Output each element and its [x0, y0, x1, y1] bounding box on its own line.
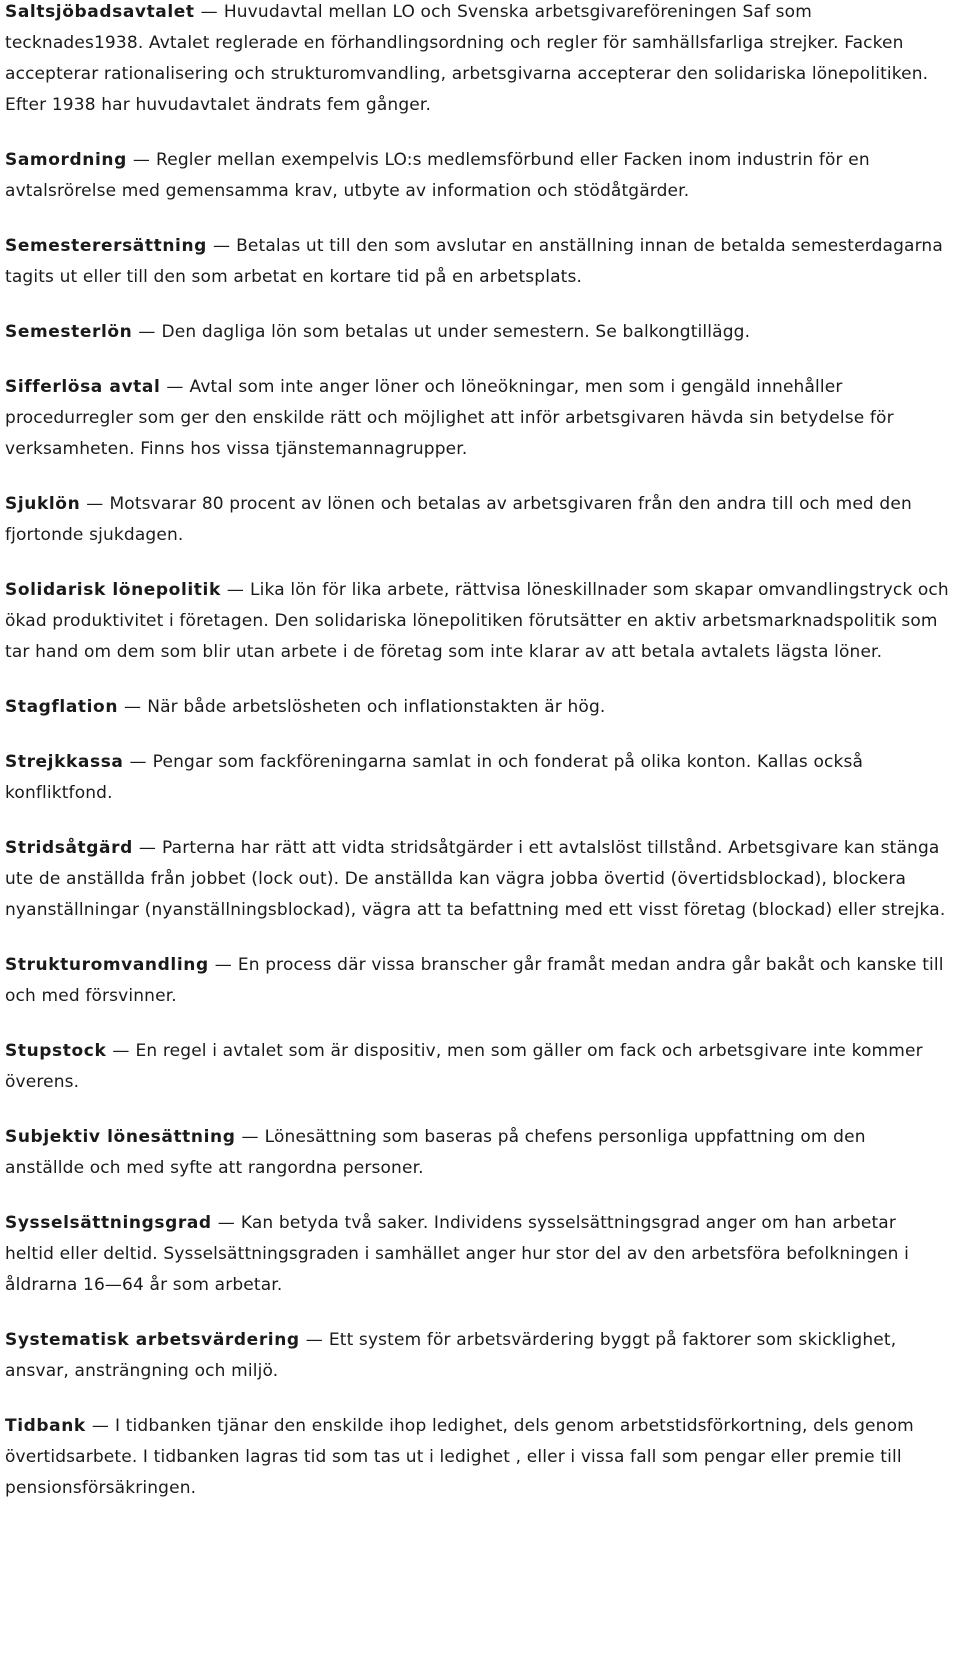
- glossary-entry-saltsjobadsavtalet: [5, 0, 950, 121]
- term-dash: —: [200, 2, 218, 22]
- glossary-definition: En regel i avtalet som är dispositiv, men som gäller om fack och arbetsgivare inte kommer överens.: [5, 1041, 923, 1092]
- glossary-term: Semesterlön: [5, 322, 133, 342]
- glossary-definition: I tidbanken tjänar den enskilde ihop ledighet, dels genom arbetstidsförkortning, dels genom övertidsarbete. I tidbanken lagras tid som tas ut i ledighet , eller i vissa fall som pengar eller premie till pensionsförsäkringen.: [5, 1416, 914, 1498]
- glossary-entry-semesterlon: [5, 317, 950, 348]
- glossary-entry-semesterersattning: [5, 231, 950, 293]
- term-dash: —: [124, 697, 142, 717]
- glossary-page: [5, 0, 950, 1504]
- glossary-term: Stagflation: [5, 697, 119, 717]
- glossary-entry-samordning: [5, 145, 950, 207]
- glossary-definition: Parterna har rätt att vidta stridsåtgärder i ett avtalslöst tillstånd. Arbetsgivare kan stänga ute de anställda från jobbet (lock out). De anställda kan vägra jobba övertid (övertidsblockad), blockera nyanställningar (nyanställningsblockad), vägra att ta befattning med ett visst företag (blockad) eller strejka.: [5, 838, 946, 920]
- term-dash: —: [86, 494, 104, 514]
- glossary-term: Sysselsättningsgrad: [5, 1213, 212, 1233]
- term-dash: —: [112, 1041, 130, 1061]
- glossary-entry-subjektiv-lonesattning: [5, 1122, 950, 1184]
- glossary-term: Stridsåtgärd: [5, 838, 133, 858]
- term-dash: —: [241, 1127, 259, 1147]
- term-dash: —: [166, 377, 184, 397]
- glossary-definition: Regler mellan exempelvis LO:s medlemsförbund eller Facken inom industrin för en avtalsrörelse med gemensamma krav, utbyte av information och stödåtgärder.: [5, 150, 870, 201]
- term-dash: —: [226, 580, 245, 600]
- glossary-entry-strukturomvandling: [5, 950, 950, 1012]
- glossary-definition: Ett system för arbetsvärdering byggt på faktorer som skicklighet, ansvar, ansträngning och miljö.: [5, 1330, 897, 1381]
- glossary-term: Strejkkassa: [5, 752, 124, 772]
- glossary-definition: Pengar som fackföreningarna samlat in och fonderat på olika konton. Kallas också konfliktfond.: [5, 752, 864, 803]
- term-dash: —: [217, 1213, 235, 1233]
- term-dash: —: [138, 322, 156, 342]
- glossary-term: Solidarisk lönepolitik: [5, 580, 221, 600]
- glossary-term: Samordning: [5, 150, 127, 170]
- glossary-term: Sjuklön: [5, 494, 81, 514]
- glossary-entry-strejkkassa: [5, 747, 950, 809]
- glossary-entry-sjuklon: [5, 489, 950, 551]
- glossary-definition: Betalas ut till den som avslutar en anställning innan de betalda semesterdagarna tagits ut eller till den som arbetat en kortare tid på en arbetsplats.: [5, 236, 943, 287]
- glossary-term: Semesterersättning: [5, 236, 207, 256]
- glossary-definition: Motsvarar 80 procent av lönen och betalas av arbetsgivaren från den andra till och med den fjortonde sjukdagen.: [5, 494, 912, 545]
- term-dash: —: [129, 752, 147, 772]
- glossary-term: Tidbank: [5, 1416, 86, 1436]
- glossary-term: Saltsjöbadsavtalet: [5, 2, 195, 22]
- term-dash: —: [91, 1416, 109, 1436]
- glossary-entry-sysselsattningsgrad: [5, 1208, 950, 1301]
- glossary-entry-solidarisk-lonepolitik: [5, 575, 950, 668]
- glossary-term: Stupstock: [5, 1041, 107, 1061]
- glossary-definition: Lönesättning som baseras på chefens personliga uppfattning om den anställde och med syfte att rangordna personer.: [5, 1127, 866, 1178]
- glossary-definition: Avtal som inte anger löner och löneökningar, men som i gengäld innehåller procedurregler som ger den enskilde rätt och möjlighet att inför arbetsgivaren hävda sin betydelse för verksamheten. Finns hos vissa tjänstemannagrupper.: [5, 377, 894, 459]
- glossary-entry-stagflation: [5, 692, 950, 723]
- glossary-term: Subjektiv lönesättning: [5, 1127, 236, 1147]
- glossary-entry-systematisk-arbetsvardering: [5, 1325, 950, 1387]
- glossary-entry-stridsatgard: [5, 833, 950, 926]
- glossary-definition: Lika lön för lika arbete, rättvisa löneskillnader som skapar omvandlingstryck och ökad produktivitet i företagen. Den solidariska lönepolitiken förutsätter en aktiv arbetsmarknadspolitik som tar hand om dem som blir utan arbete i de företag som inte klarar av att betala avtalets lägsta löner.: [5, 580, 949, 662]
- glossary-definition: En process där vissa branscher går framåt medan andra går bakåt och kanske till och med försvinner.: [5, 955, 944, 1006]
- glossary-term: Systematisk arbetsvärdering: [5, 1330, 300, 1350]
- glossary-term: Strukturomvandling: [5, 955, 209, 975]
- glossary-definition: När både arbetslösheten och inflationstakten är hög.: [147, 697, 606, 717]
- term-dash: —: [138, 838, 157, 858]
- glossary-entry-stupstock: [5, 1036, 950, 1098]
- term-dash: —: [212, 236, 231, 256]
- glossary-entry-tidbank: [5, 1411, 950, 1504]
- glossary-definition: Kan betyda två saker. Individens sysselsättningsgrad anger om han arbetar heltid eller deltid. Sysselsättningsgraden i samhället anger hur stor del av den arbetsföra befolkningen i åldrarna 16—64 år som arbetar.: [5, 1213, 909, 1295]
- term-dash: —: [132, 150, 151, 170]
- term-dash: —: [305, 1330, 323, 1350]
- glossary-definition: Den dagliga lön som betalas ut under semestern. Se balkongtillägg.: [161, 322, 751, 342]
- glossary-term: Sifferlösa avtal: [5, 377, 161, 397]
- glossary-entry-sifferlosa-avtal: [5, 372, 950, 465]
- glossary-definition: Huvudavtal mellan LO och Svenska arbetsgivareföreningen Saf som tecknades1938. Avtalet reglerade en förhandlingsordning och regler för samhällsfarliga strejker. Facken accepterar rationalisering och strukturomvandling, arbetsgivarna accepterar den solidariska lönepolitiken. Efter 1938 har huvudavtalet ändrats fem gånger.: [5, 2, 929, 115]
- term-dash: —: [214, 955, 232, 975]
